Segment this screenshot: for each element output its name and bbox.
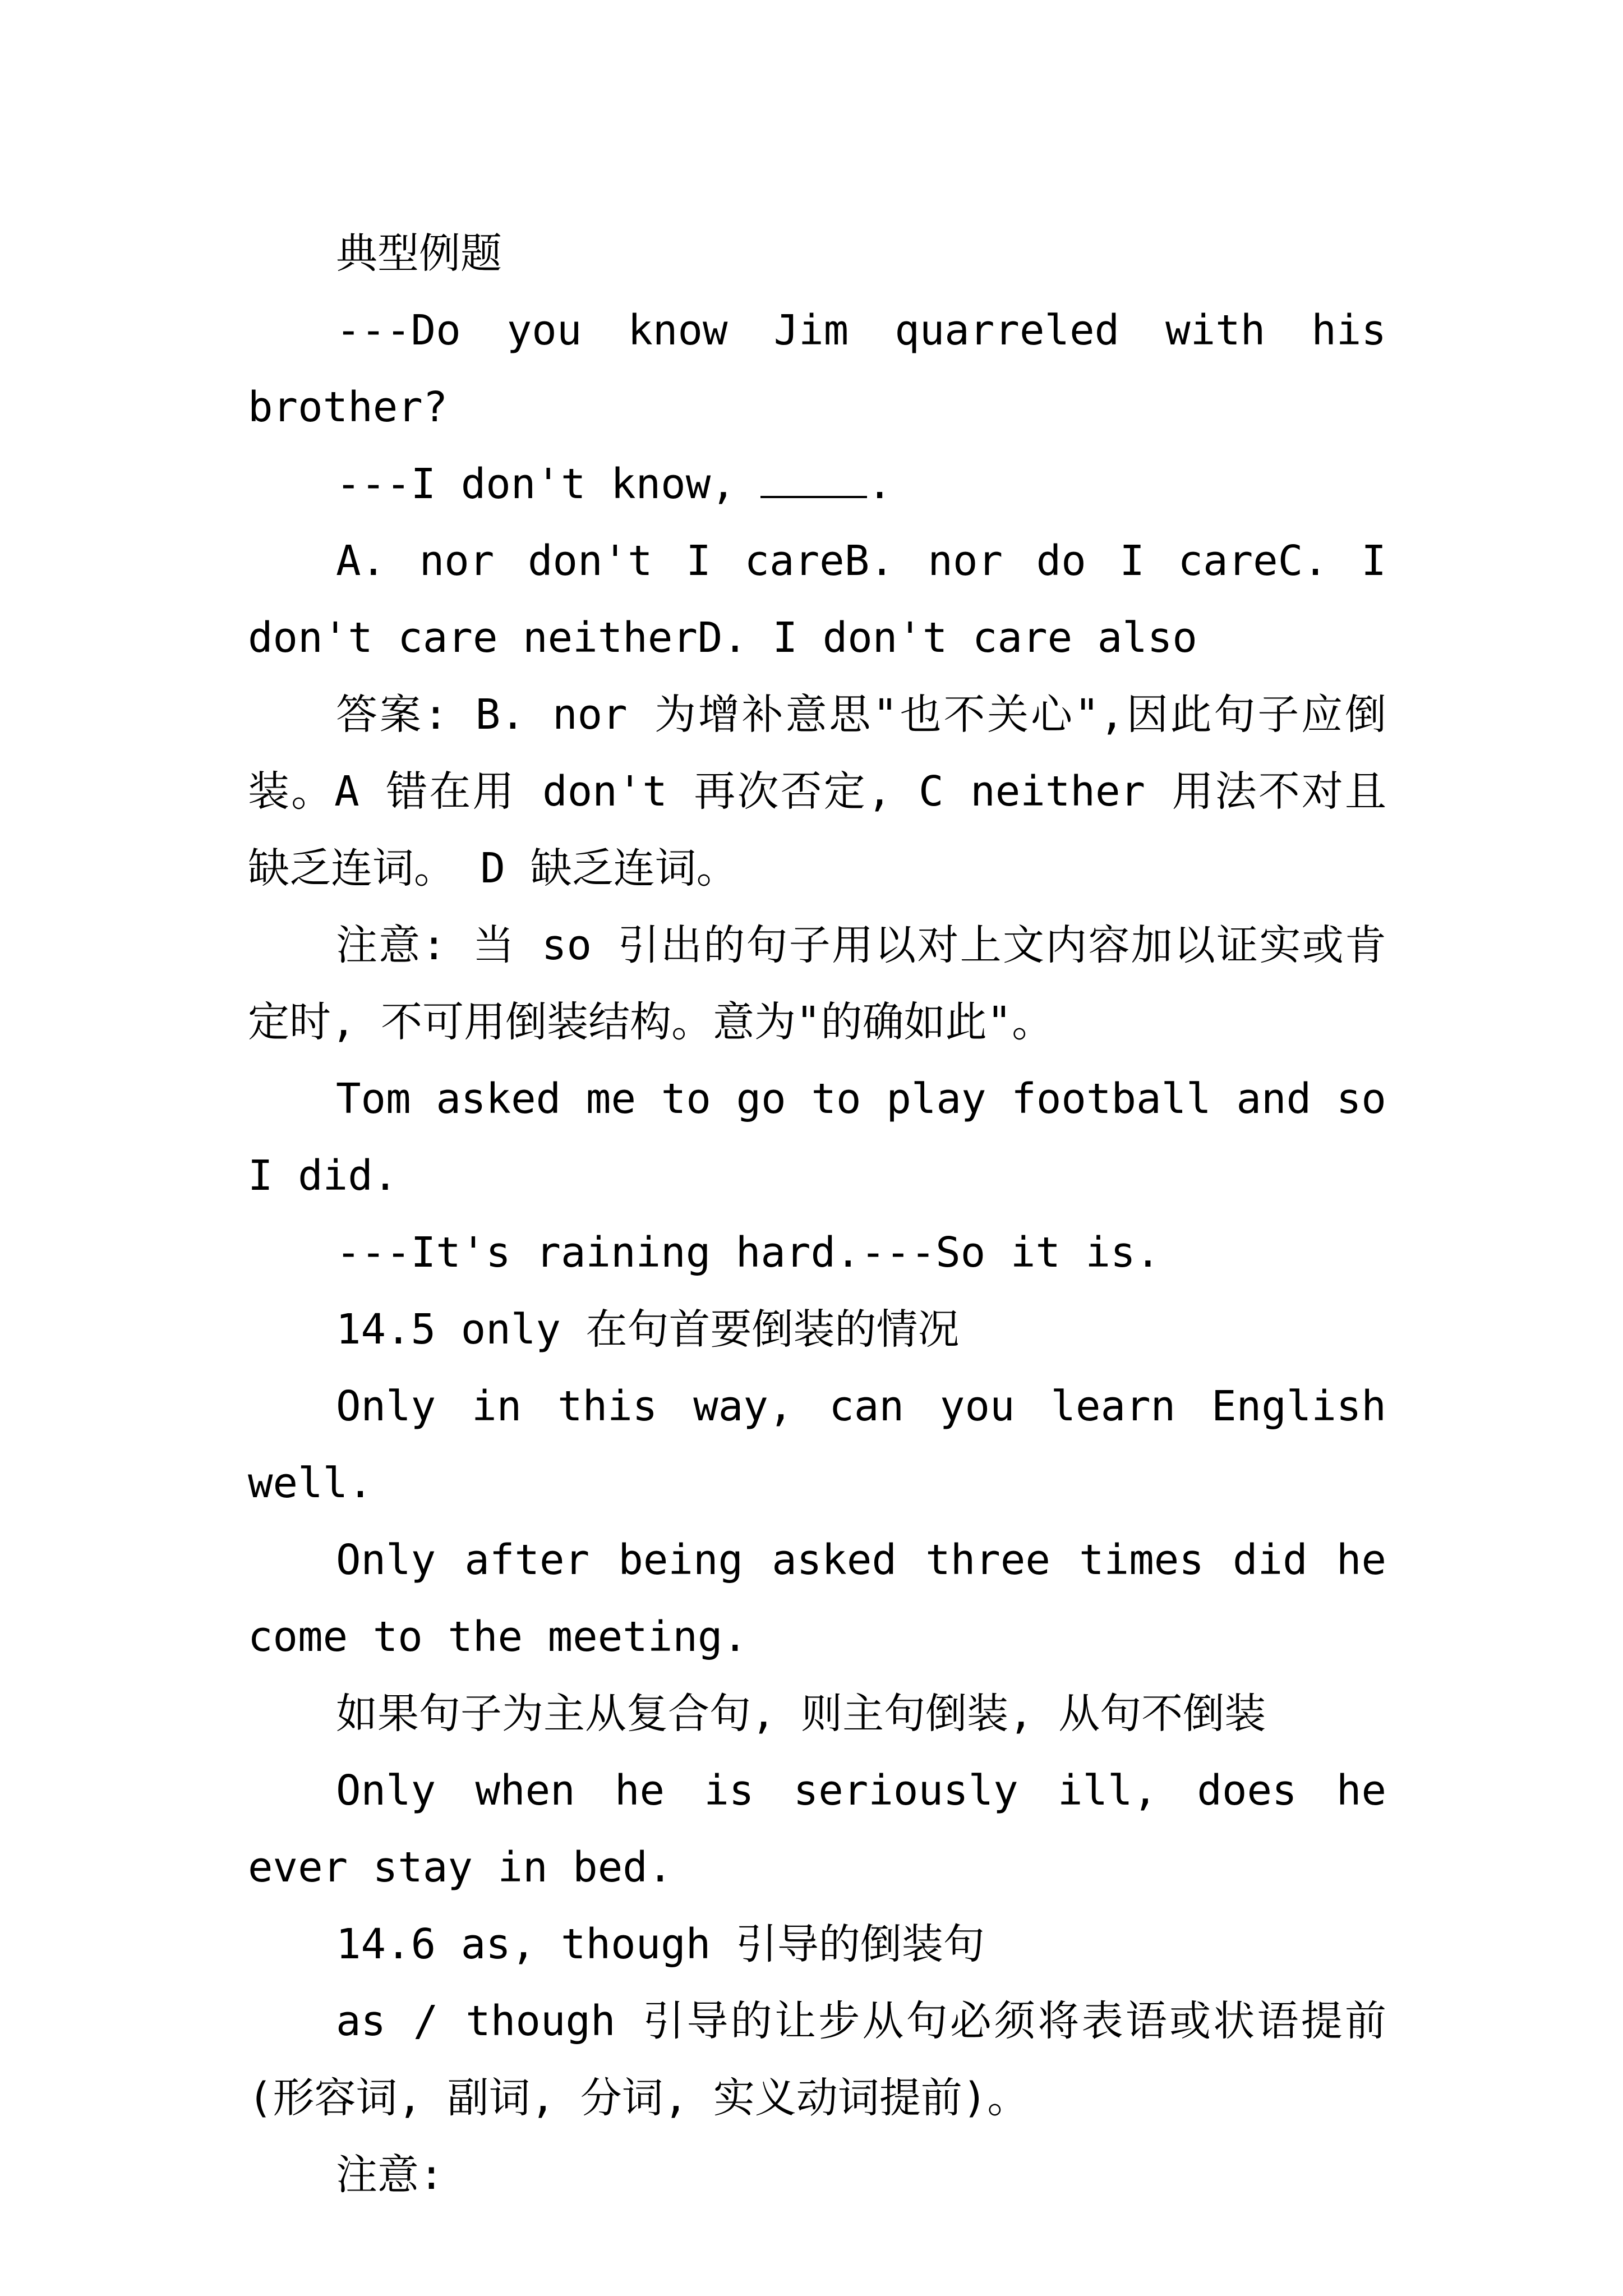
example-sentence: Only when he is seriously ill, does he ever stay in bed. xyxy=(248,1766,1386,1892)
example-sentence: Only in this way, can you learn English well. xyxy=(248,1382,1386,1507)
example-answer-line xyxy=(248,446,1386,523)
fill-in-blank xyxy=(760,491,867,498)
rule-paragraph: as / though 引导的让步从句必须将表语或状语提前(形容词, 副词, 分词, 实义动词提前)。 xyxy=(248,1997,1386,2122)
example-sentence: Only after being asked three times did he come to the meeting. xyxy=(248,1536,1386,1661)
section-heading: 14.5 only 在句首要倒装的情况 xyxy=(336,1305,960,1354)
section-heading: 14.6 as, though 引导的倒装句 xyxy=(336,1920,985,1968)
note-paragraph: 注意: 当 so 引出的句子用以对上文内容加以证实或肯定时, 不可用倒装结构。意为"的确如此"。 xyxy=(248,921,1386,1046)
rule-paragraph: 如果句子为主从复合句, 则主句倒装, 从句不倒装 xyxy=(336,1690,1266,1738)
note-label: 注意: xyxy=(336,2151,444,2199)
answer-explanation: 答案: B. nor 为增补意思"也不关心",因此句子应倒装。A 错在用 don't 再次否定, C neither 用法不对且缺乏连词。 D 缺乏连词。 xyxy=(248,691,1386,892)
example-sentence: Tom asked me to go to play football and so I did. xyxy=(248,1075,1386,1200)
answer-line-text: ---I don't know, xyxy=(336,460,761,508)
example-sentence: ---It's raining hard.---So it is. xyxy=(336,1228,1161,1277)
example-question-line: ---Do you know Jim quarreled with his brother? xyxy=(248,306,1386,431)
blank-suffix: . xyxy=(867,460,892,508)
answer-options: A. nor don't I careB. nor do I careC. I don't care neitherD. I don't care also xyxy=(248,537,1386,662)
document-body xyxy=(248,215,1386,2214)
section-heading: 典型例题 xyxy=(336,229,502,278)
